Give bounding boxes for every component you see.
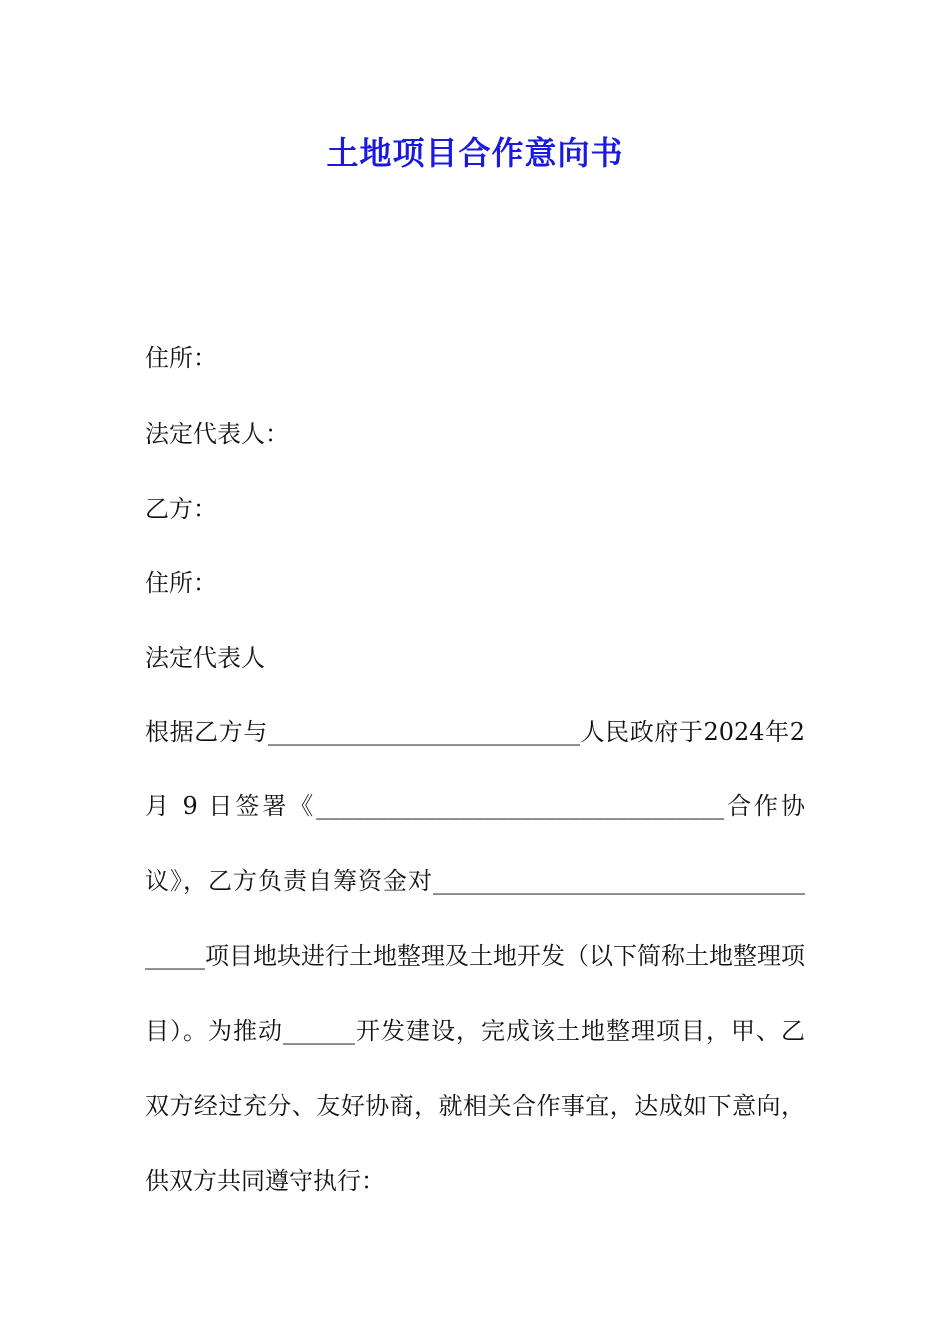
document-title: 土地项目合作意向书 [326, 134, 624, 172]
party-b-address-label: 住所： [145, 569, 217, 597]
party-a-address-label: 住所： [145, 344, 217, 372]
body-text-line: 供双方共同遵守执行： [145, 1167, 385, 1195]
body-text-line: 月 9 日签署《__________________________________合作协 [145, 792, 805, 820]
body-text-line: 双方经过充分、友好协商，就相关合作事宜，达成如下意向， [145, 1092, 805, 1120]
body-text-line: 议》，乙方负责自筹资金对_______________________________ [145, 867, 805, 895]
body-text-line: 根据乙方与__________________________人民政府于2024年2 [145, 718, 805, 746]
party-b-label: 乙方： [145, 495, 217, 523]
body-text-line: _____项目地块进行土地整理及土地开发（以下简称土地整理项 [145, 942, 805, 970]
party-a-legal-rep-label: 法定代表人： [145, 420, 289, 448]
party-b-legal-rep-label: 法定代表人 [145, 644, 265, 672]
body-text-line: 目）。为推动______开发建设，完成该土地整理项目，甲、乙 [145, 1017, 805, 1045]
